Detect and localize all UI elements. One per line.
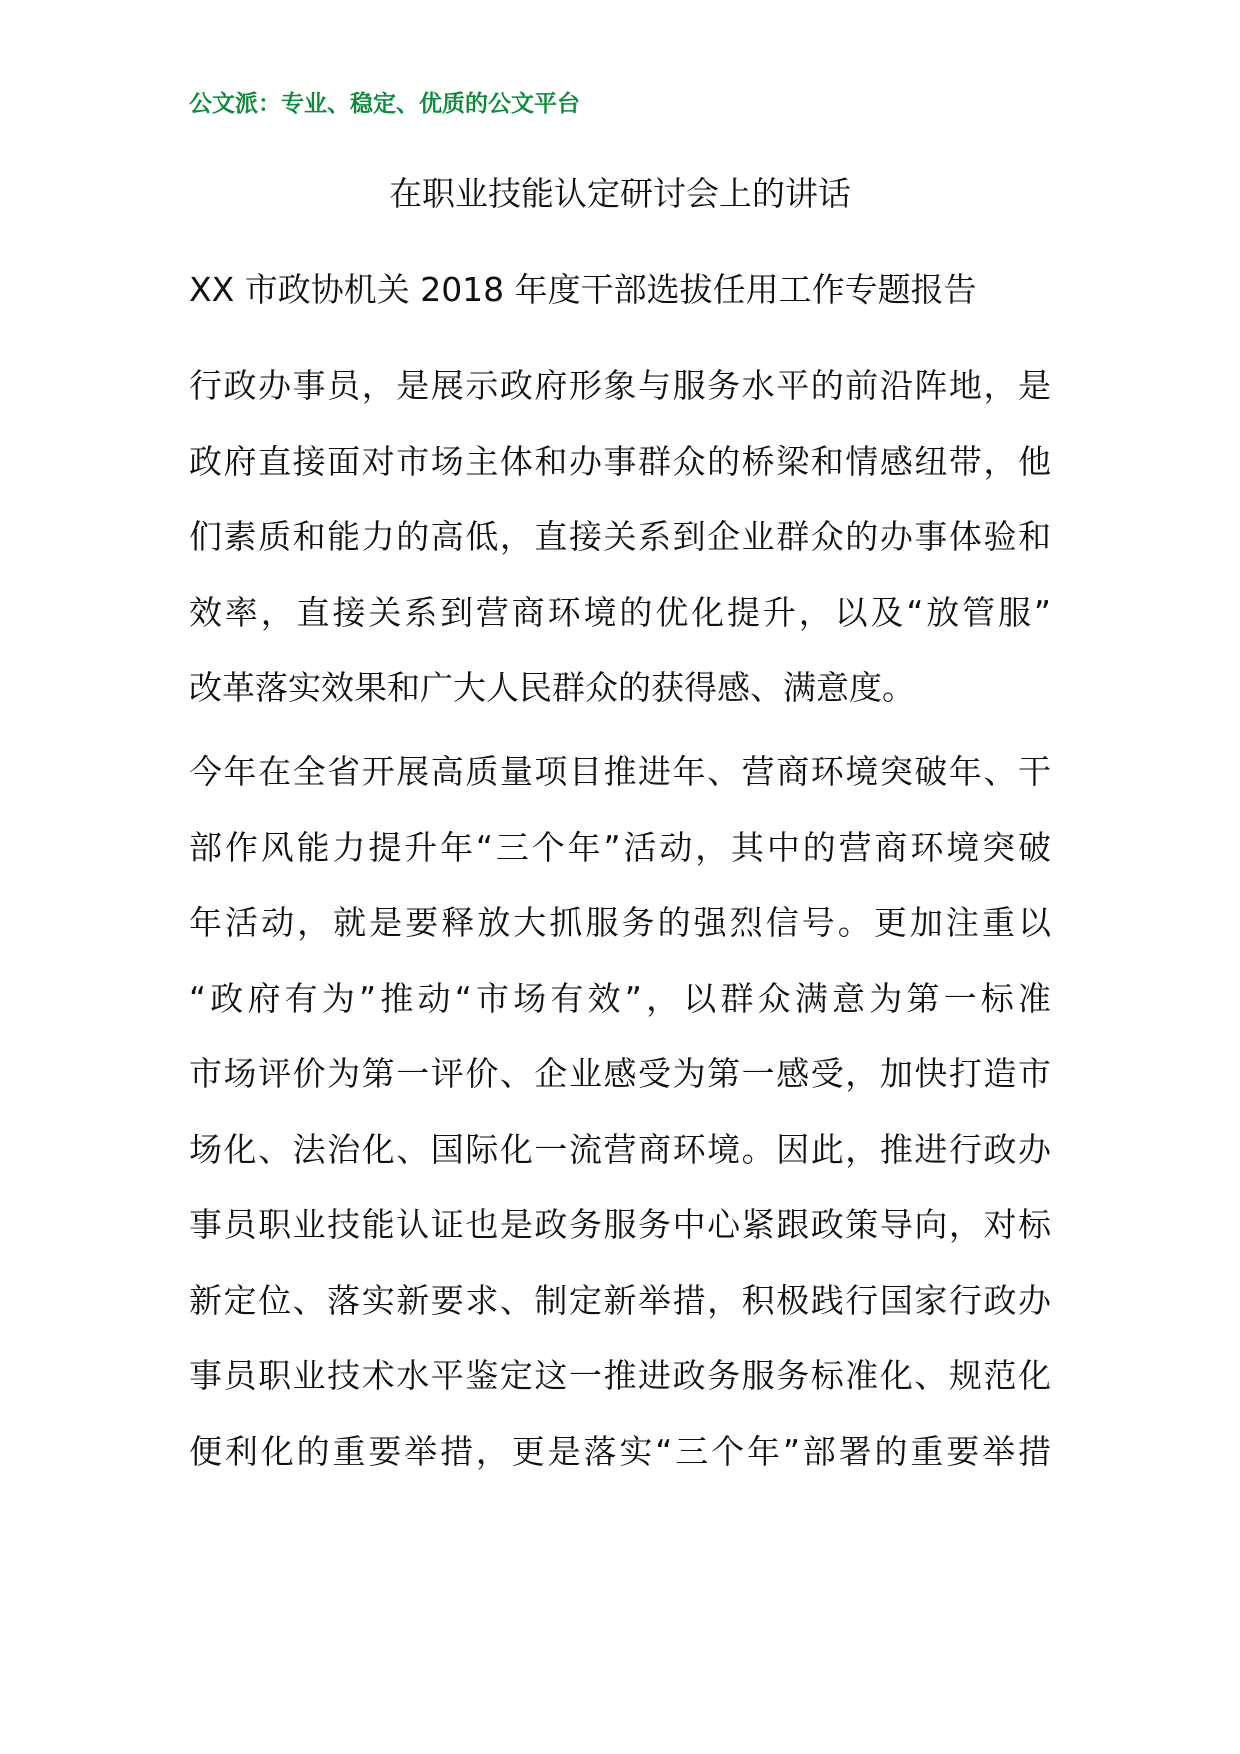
paragraph-line: 部作风能力提升年“三个年”活动，其中的营商环境突破 [189, 827, 1051, 867]
document-subtitle: XX 市政协机关 2018 年度干部选拔任用工作专题报告 [189, 270, 977, 309]
paragraph-line: 行政办事员，是展示政府形象与服务水平的前沿阵地，是 [189, 366, 1051, 405]
paragraph-line: 便利化的重要举措，更是落实“三个年”部署的重要举措 [189, 1431, 1051, 1471]
paragraph-line: 市场评价为第一评价、企业感受为第一感受，加快打造市 [189, 1054, 1051, 1093]
paragraph-line: 年活动，就是要释放大抓服务的强烈信号。更加注重以 [189, 903, 1051, 942]
paragraph-2 [189, 734, 1051, 1489]
paragraph-line: 事员职业技术水平鉴定这一推进政务服务标准化、规范化 [189, 1356, 1051, 1395]
paragraph-line: “政府有为”推动“市场有效”，以群众满意为第一标准 [189, 978, 1051, 1018]
paragraph-line: 事员职业技能认证也是政务服务中心紧跟政策导向，对标 [189, 1205, 1051, 1244]
document-title: 在职业技能认定研讨会上的讲话 [389, 174, 851, 213]
paragraph-line: 今年在全省开展高质量项目推进年、营商环境突破年、干 [189, 752, 1051, 791]
paragraph-line: 政府直接面对市场主体和办事群众的桥梁和情感纽带，他 [189, 441, 1051, 481]
paragraph-line: 们素质和能力的高低，直接关系到企业群众的办事体验和 [189, 517, 1051, 556]
paragraph-line: 场化、法治化、国际化一流营商环境。因此，推进行政办 [189, 1129, 1051, 1169]
paragraph-1 [189, 348, 1051, 726]
paragraph-line: 新定位、落实新要求、制定新举措，积极践行国家行政办 [189, 1280, 1051, 1320]
paragraph-line: 效率，直接关系到营商环境的优化提升，以及“放管服” [189, 592, 1051, 632]
paragraph-line: 改革落实效果和广大人民群众的获得感、满意度。 [189, 668, 915, 707]
site-banner: 公文派：专业、稳定、优质的公文平台 [189, 91, 580, 117]
